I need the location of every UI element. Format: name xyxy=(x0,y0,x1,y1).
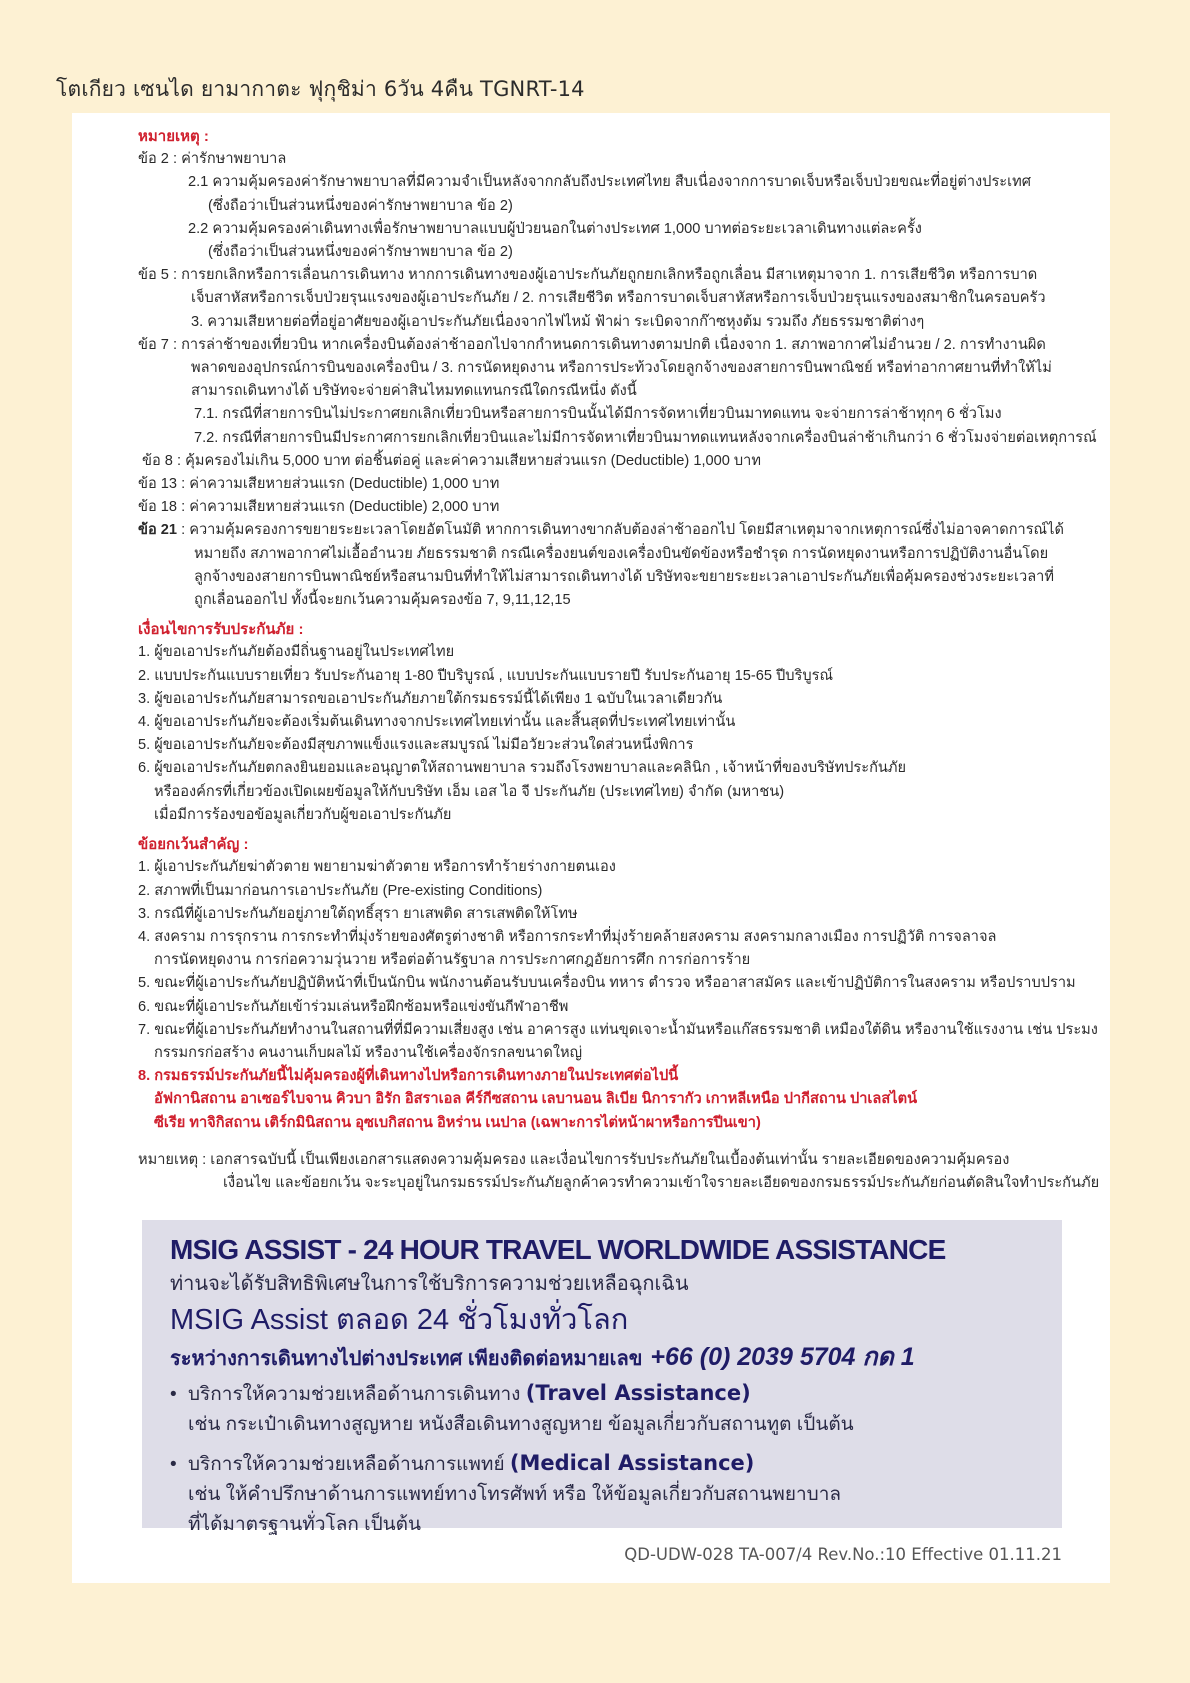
remark-item-21-cont2: ลูกจ้างของสายการบินพาณิชย์หรือสนามบินที่ทำให้ไม่สามารถเดินทางได้ บริษัทจะขยายระยะเวลาเอาประกันภัยเพื่อคุ้มครองช่วงระยะเวลาที่ xyxy=(194,568,1054,585)
assist-phone-number[interactable]: +66 (0) 2039 5704 กด 1 xyxy=(650,1343,915,1371)
remark-item-7-cont2: สามารถเดินทางได้ บริษัทจะจ่ายค่าสินไหมทดแทนกรณีใดกรณีหนึ่ง ดังนี้ xyxy=(191,383,637,400)
remark-item-18: ข้อ 18 : ค่าความเสียหายส่วนแรก (Deductible) 2,000 บาท xyxy=(138,499,500,516)
remark-item-7-2: 7.2. กรณีที่สายการบินมีประกาศการยกเลิกเที่ยวบินและไม่มีการจัดหาเที่ยวบินมาทดแทนหลังจากเครื่องบินล่าช้าเกินกว่า 6 ชั่วโมงจ่ายต่อเหตุการณ์ xyxy=(194,429,1097,446)
condition-item: 2. แบบประกันแบบรายเที่ยว รับประกันอายุ 1-80 ปีบริบูรณ์ , แบบประกันแบบรายปี รับประกันอายุ 15-65 ปีบริบูรณ์ xyxy=(138,667,834,684)
exclusion-item-5: 5. ขณะที่ผู้เอาประกันภัยปฏิบัติหน้าที่เป็นนักบิน พนักงานต้อนรับบนเครื่องบิน ทหาร ตำรวจ หรืออาสาสมัคร และเข้าปฏิบัติการในสงคราม หรือปราบปราม xyxy=(138,975,1076,992)
exclusion-item-4-cont: การนัดหยุดงาน การก่อความวุ่นวาย หรือต่อต้านรัฐบาล การประกาศกฎอัยการศึก การก่อการร้าย xyxy=(154,952,751,969)
service-label-th: บริการให้ความช่วยเหลือด้านการเดินทาง xyxy=(188,1384,526,1405)
remarks-heading: หมายเหตุ : xyxy=(138,128,209,145)
exclusion-item-6: 6. ขณะที่ผู้เอาประกันภัยเข้าร่วมเล่นหรือฝึกซ้อมหรือแข่งขันกีฬาอาชีพ xyxy=(138,998,569,1015)
service-travel-assistance xyxy=(170,1378,945,1410)
remark-item-7-cont1: พลาดของอุปกรณ์การบินของเครื่องบิน / 3. การนัดหยุดงาน หรือการประท้วงโดยลูกจ้างของสายการบินพาณิชย์ หรือท่าอากาศยานที่ทำให้ไม่ xyxy=(191,360,1052,377)
remark-item-21 xyxy=(138,519,1098,542)
excluded-countries-line2: ซีเรีย ทาจิกิสถาน เติร์กมินิสถาน อุซเบกิสถาน อิหร่าน เนปาล (เฉพาะการไต่หน้าผาหรือการปีนเขา) xyxy=(154,1114,761,1131)
conditions-heading: เงื่อนไขการรับประกันภัย : xyxy=(138,621,304,639)
remark-item-5-cont2: 3. ความเสียหายต่อที่อยู่อาศัยของผู้เอาประกันภัยเนื่องจากไฟไหม้ ฟ้าผ่า ระเบิดจากก๊าซหุงต้ม รวมถึง ภัยธรรมชาติต่างๆ xyxy=(191,313,925,330)
remark-item-2: ข้อ 2 : ค่ารักษาพยาบาล xyxy=(138,151,287,168)
exclusion-item-7: 7. ขณะที่ผู้เอาประกันภัยทำงานในสถานที่ที่มีความเสี่ยงสูง เช่น อาคารสูง แท่นขุดเจาะน้ำมันหรือแก๊สธรรมชาติ เหมืองใต้ดิน หรืองานใช้แรงงาน เช่น ประมง xyxy=(138,1021,1098,1038)
remark-item-7-1: 7.1. กรณีที่สายการบินไม่ประกาศยกเลิกเที่ยวบินหรือสายการบินนั้นได้มีการจัดหาเที่ยวบินมาทดแทน จะจ่ายการล่าช้าทุกๆ 6 ชั่วโมง xyxy=(194,406,1002,423)
assist-phone-row xyxy=(170,1340,945,1376)
remark-item-2-2-note: (ซึ่งถือว่าเป็นส่วนหนึ่งของค่ารักษาพยาบาล ข้อ 2) xyxy=(208,244,513,261)
footnote-line2: เงื่อนไข และข้อยกเว้น จะระบุอยู่ในกรมธรรม์ประกันภัยลูกค้าควรทำความเข้าใจรายละเอียดของกรมธรรม์ประกันภัยก่อนตัดสินใจทำประกันภัย xyxy=(223,1174,1100,1191)
remark-item-21-label: ข้อ 21 xyxy=(138,522,178,539)
condition-item-6-cont2: เมื่อมีการร้องขอข้อมูลเกี่ยวกับผู้ขอเอาประกันภัย xyxy=(154,806,452,823)
condition-item: 5. ผู้ขอเอาประกันภัยจะต้องมีสุขภาพแข็งแรงและสมบูรณ์ ไม่มีอวัยวะส่วนใดส่วนหนึ่งพิการ xyxy=(138,737,694,754)
service-medical-assistance xyxy=(170,1448,945,1480)
service-label-th: บริการให้ความช่วยเหลือด้านการแพทย์ xyxy=(188,1454,510,1475)
bullet-icon: • xyxy=(170,1454,177,1475)
msig-assist-box xyxy=(142,1220,1062,1535)
condition-item: 6. ผู้ขอเอาประกันภัยตกลงยินยอมและอนุญาตให้สถานพยาบาล รวมถึงโรงพยาบาลและคลินิก , เจ้าหน้าที่ของบริษัทประกันภัย xyxy=(138,760,907,777)
assist-subtitle: ท่านจะได้รับสิทธิพิเศษในการใช้บริการความช่วยเหลือฉุกเฉิน xyxy=(170,1273,689,1295)
condition-item: 1. ผู้ขอเอาประกันภัยต้องมีถิ่นฐานอยู่ในประเทศไทย xyxy=(138,644,455,661)
service-label-en: (Medical Assistance) xyxy=(509,1451,755,1475)
assist-title: MSIG ASSIST - 24 HOUR TRAVEL WORLDWIDE ASSISTANCE xyxy=(170,1234,946,1265)
bullet-icon: • xyxy=(170,1384,177,1405)
remark-item-13: ข้อ 13 : ค่าความเสียหายส่วนแรก (Deductible) 1,000 บาท xyxy=(138,476,500,493)
remark-item-5-cont1: เจ็บสาหัสหรือการเจ็บป่วยรุนแรงของผู้เอาประกันภัย / 2. การเสียชีวิต หรือการบาดเจ็บสาหัสหรือการเจ็บป่วยรุนแรงของสมาชิกในครอบครัว xyxy=(191,290,1046,307)
assist-phone-label: ระหว่างการเดินทางไปต่างประเทศ เพียงติดต่อหมายเลข xyxy=(170,1348,643,1370)
exclusion-item-7-cont: กรรมกรก่อสร้าง คนงานเก็บผลไม้ หรืองานใช้เครื่องจักรกลขนาดใหญ่ xyxy=(154,1044,583,1061)
exclusion-item-8: 8. กรมธรรม์ประกันภัยนี้ไม่คุ้มครองผู้ที่เดินทางไปหรือการเดินทางภายในประเทศต่อไปนี้ xyxy=(138,1068,679,1085)
exclusions-heading: ข้อยกเว้นสำคัญ : xyxy=(138,836,249,854)
service-medical-desc-2: ที่ได้มาตรฐานทั่วโลก เป็นต้น xyxy=(188,1514,421,1535)
remark-item-7: ข้อ 7 : การล่าช้าของเที่ยวบิน หากเครื่องบินต้องล่าช้าออกไปจากกำหนดการเดินทางตามปกติ เนื่องจาก 1. สภาพอากาศไม่อำนวย / 2. การทำงานผิด xyxy=(138,336,1046,353)
exclusion-item: 3. กรณีที่ผู้เอาประกันภัยอยู่ภายใต้ฤทธิ์สุรา ยาเสพติด สารเสพติดให้โทษ xyxy=(138,905,578,922)
remark-item-21-cont3: ถูกเลื่อนออกไป ทั้งนี้จะยกเว้นความคุ้มครองข้อ 7, 9,11,12,15 xyxy=(194,592,571,609)
exclusion-item: 4. สงคราม การรุกราน การกระทำที่มุ่งร้ายของศัตรูต่างชาติ หรือการกระทำที่มุ่งร้ายคล้ายสงคราม สงครามกลางเมือง การปฏิวัติ การจลาจล xyxy=(138,928,997,945)
service-travel-desc: เช่น กระเป๋าเดินทางสูญหาย หนังสือเดินทางสูญหาย ข้อมูลเกี่ยวกับสถานทูต เป็นต้น xyxy=(188,1414,854,1435)
exclusion-item: 1. ผู้เอาประกันภัยฆ่าตัวตาย พยายามฆ่าตัวตาย หรือการทำร้ายร่างกายตนเอง xyxy=(138,859,616,876)
remark-item-8: ข้อ 8 : คุ้มครองไม่เกิน 5,000 บาท ต่อชิ้นต่อคู่ และค่าความเสียหายส่วนแรก (Deductible) 1,000 บาท xyxy=(142,452,761,469)
document-panel xyxy=(72,113,1110,1583)
exclusion-item: 2. สภาพที่เป็นมาก่อนการเอาประกันภัย (Pre-existing Conditions) xyxy=(138,882,543,899)
service-label-en: (Travel Assistance) xyxy=(525,1381,751,1405)
footnote xyxy=(138,1149,1098,1195)
condition-item-6-cont1: หรือองค์กรที่เกี่ยวข้องเปิดเผยข้อมูลให้กับบริษัท เอ็ม เอส ไอ จี ประกันภัย (ประเทศไทย) จำกัด (มหาชน) xyxy=(154,783,785,800)
page-title: โตเกียว เซนได ยามากาตะ ฟุกุชิม่า 6วัน 4คืน TGNRT-14 xyxy=(56,77,585,101)
document-content xyxy=(138,125,1098,1195)
document-code: QD-UDW-028 TA-007/4 Rev.No.:10 Effective 01.11.21 xyxy=(624,1545,1062,1564)
remark-item-5: ข้อ 5 : การยกเลิกหรือการเลื่อนการเดินทาง หากการเดินทางของผู้เอาประกันภัยถูกยกเลิกหรือถูกเลื่อน มีสาเหตุมาจาก 1. การเสียชีวิต หรือการบาด xyxy=(138,267,1038,284)
service-medical-desc-1: เช่น ให้คำปรึกษาด้านการแพทย์ทางโทรศัพท์ หรือ ให้ข้อมูลเกี่ยวกับสถานพยาบาล xyxy=(188,1484,842,1505)
remark-item-2-2: 2.2 ความคุ้มครองค่าเดินทางเพื่อรักษาพยาบาลแบบผู้ป่วยนอกในต่างประเทศ 1,000 บาทต่อระยะเวลาเดินทางแต่ละครั้ง xyxy=(188,220,922,237)
remark-item-2-1-note: (ซึ่งถือว่าเป็นส่วนหนึ่งของค่ารักษาพยาบาล ข้อ 2) xyxy=(208,197,513,214)
footnote-line1: หมายเหตุ : เอกสารฉบับนี้ เป็นเพียงเอกสารแสดงความคุ้มครอง และเงื่อนไขการรับประกันภัยในเบื้องต้นเท่านั้น รายละเอียดของความคุ้มครอง xyxy=(138,1151,1010,1168)
condition-item: 3. ผู้ขอเอาประกันภัยสามารถขอเอาประกันภัยภายใต้กรมธรรม์นี้ได้เพียง 1 ฉบับในเวลาเดียวกัน xyxy=(138,690,723,707)
condition-item: 4. ผู้ขอเอาประกันภัยจะต้องเริ่มต้นเดินทางจากประเทศไทยเท่านั้น และสิ้นสุดที่ประเทศไทยเท่านั้น xyxy=(138,714,736,731)
assist-headline: MSIG Assist ตลอด 24 ชั่วโมงทั่วโลก xyxy=(170,1304,629,1336)
excluded-countries-line1: อัฟกานิสถาน อาเซอร์ไบจาน คิวบา อิรัก อิสราเอล คีร์กีซสถาน เลบานอน ลิเบีย นิการากัว เกาหลีเหนือ ปากีสถาน ปาเลสไตน์ xyxy=(154,1091,918,1108)
remark-item-21-cont1: หมายถึง สภาพอากาศไม่เอื้ออำนวย ภัยธรรมชาติ กรณีเครื่องยนต์ของเครื่องบินขัดข้องหรือชำรุด การนัดหยุดงานหรือการปฏิบัติงานอื่นโดย xyxy=(194,545,1049,562)
remark-item-21-text: : ความคุ้มครองการขยายระยะเวลาโดยอัตโนมัติ หากการเดินทางขากลับต้องล่าช้าออกไป โดยมีสาเหตุมาจากเหตุการณ์ซึ่งไม่อาจคาดการณ์ได้ xyxy=(177,522,1064,539)
remark-item-2-1: 2.1 ความคุ้มครองค่ารักษาพยาบาลที่มีความจำเป็นหลังจากกลับถึงประเทศไทย สืบเนื่องจากการบาดเจ็บหรือเจ็บป่วยขณะที่อยู่ต่างประเทศ xyxy=(188,174,1031,191)
